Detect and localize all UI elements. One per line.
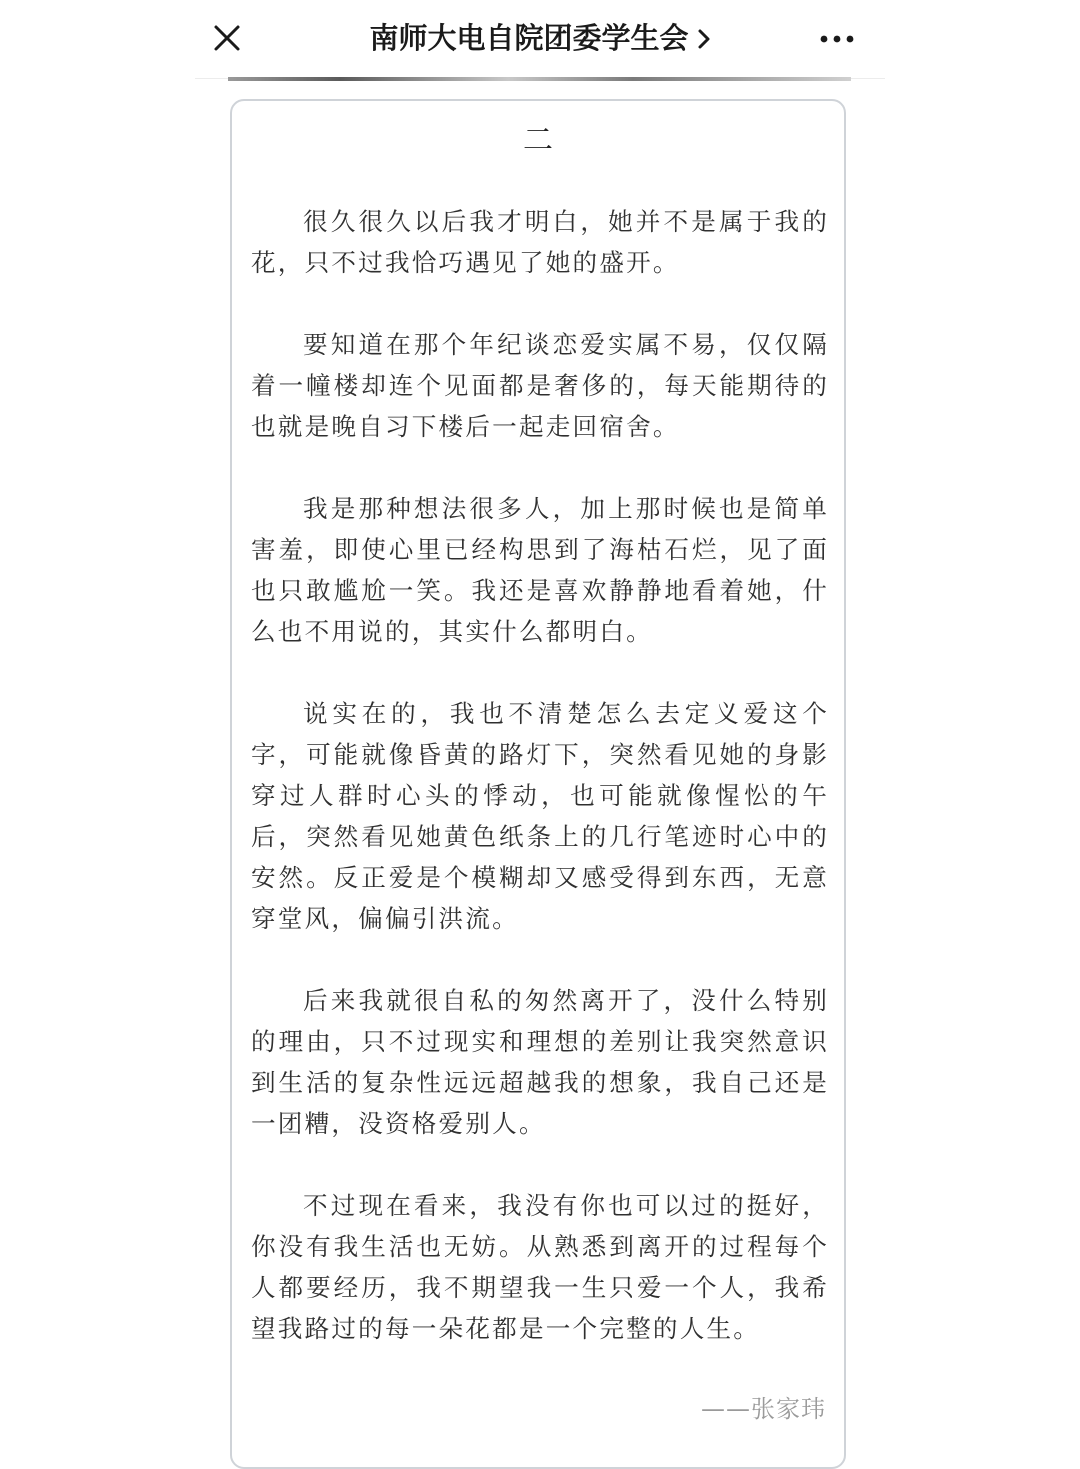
article-card (230, 99, 846, 1469)
more-button[interactable] (817, 22, 857, 56)
article-body (251, 201, 829, 1390)
more-icon (817, 22, 857, 56)
paragraph: 要知道在那个年纪谈恋爱实属不易，仅仅隔着一幢楼却连个见面都是奢侈的，每天能期待的也就是晚自习下楼后一起走回宿舍。 (251, 330, 829, 441)
previous-image-edge (228, 77, 851, 81)
paragraph: 很久很久以后我才明白，她并不是属于我的花，只不过我恰巧遇见了她的盛开。 (251, 207, 829, 277)
paragraph: 说实在的，我也不清楚怎么去定义爱这个字，可能就像昏黄的路灯下，突然看见她的身影穿过人群时心头的悸动，也可能就像惺忪的午后，突然看见她黄色纸条上的几行笔迹时心中的安然。反正爱是个模糊却又感受得到东西，无意穿堂风，偏偏引洪流。 (251, 699, 829, 933)
section-number: 二 (523, 123, 553, 158)
paragraph: 后来我就很自私的匆然离开了，没什么特别的理由，只不过现实和理想的差别让我突然意识到生活的复杂性远远超越我的想象，我自己还是一团糟，没资格爱别人。 (251, 986, 829, 1138)
paragraph: 不过现在看来，我没有你也可以过的挺好，你没有我生活也无妨。从熟悉到离开的过程每个人都要经历，我不期望我一生只爱一个人，我希望我路过的每一朵花都是一个完整的人生。 (251, 1191, 829, 1343)
account-name-link[interactable] (345, 16, 735, 62)
author-signature: ——张家玮 (701, 1395, 826, 1423)
chevron-right-icon (697, 18, 711, 62)
top-navbar (195, 0, 885, 79)
close-button[interactable] (207, 18, 247, 58)
page-title: 南师大电自院团委学生会 (369, 21, 689, 55)
paragraph: 我是那种想法很多人，加上那时候也是简单害羞，即使心里已经构思到了海枯石烂，见了面也只敢尴尬一笑。我还是喜欢静静地看着她，什么也不用说的，其实什么都明白。 (251, 494, 829, 646)
close-icon (207, 18, 247, 58)
